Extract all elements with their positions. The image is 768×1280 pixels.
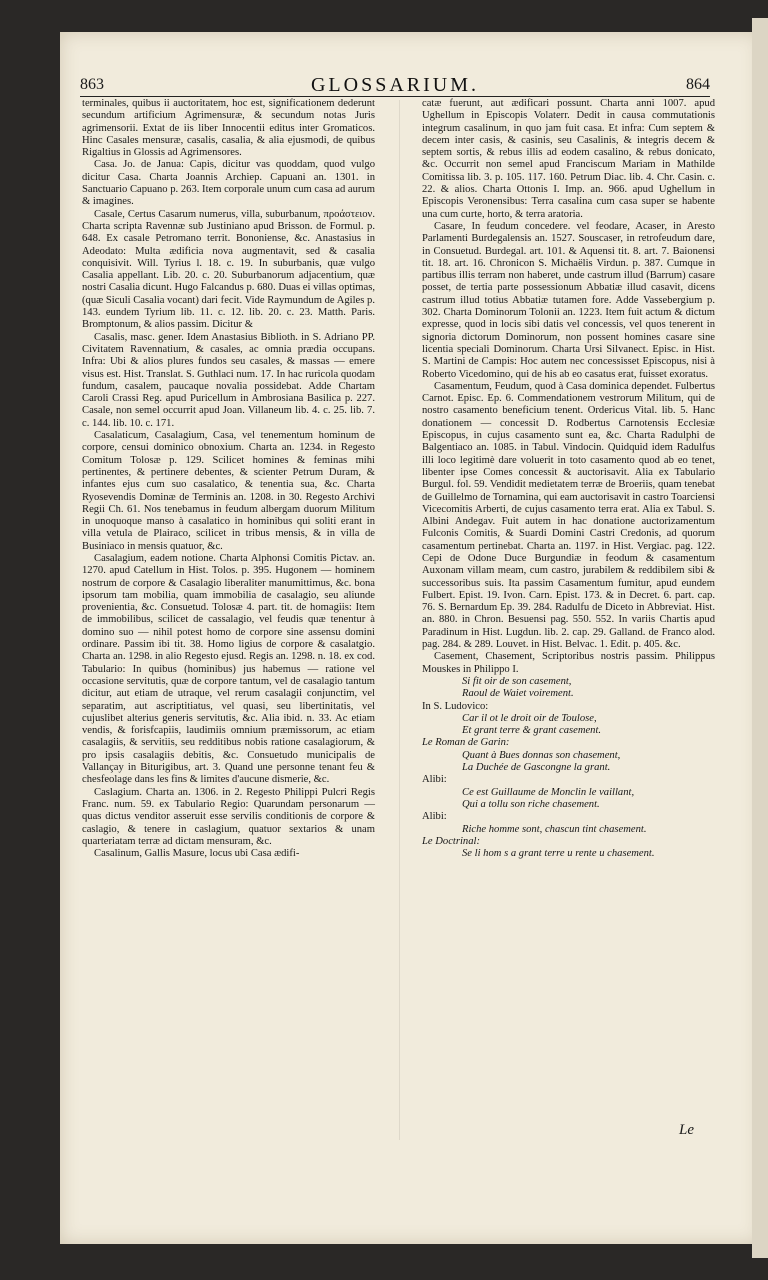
verse-line: Si fit oir de son casement,	[462, 675, 572, 687]
verse-line: Quant à Bues donnas son chasement,	[462, 749, 621, 761]
facing-page-edge	[752, 18, 768, 1258]
paragraph: Casalagium, eadem notione. Charta Alphonsi Comitis Pictav. an. 1270. apud Catellum in Hist. Tolos. p. 395. Hugonem — hominem nostrum de corpore & Casalagio liberaliter manumittimus, &c. bona ipsorum tam mobilia, quam immobilia de casalagio, seu aliunde provenientia, &c. Consuetud. Tolosæ 4. part. tit. de homagiis: Item de immobilibus, scilicet de cassalagio, vel feudis quæ tenentur à domino suo — nihil potest homo de corpore sine assensu domini ordinare. Passim ibi tit. 38. Homo ligius de corpore & casalatgio. Charta an. 1298. in alio Regesto ejusd. Regis an. 1298. n. 18. ex cod. Tabulario: In quibus (hominibus) jus habemus — ratione vel occasione servitutis, quæ de corpore tantum, vel de casalagio tantum dicitur, aut etiam de utraque, vel rerum casalagii conjunctim, vel separatim, aut ascriptitiatus, vel quasi, seu libertinitatis, vel cujuslibet alterius generis servitutis, &c. Alia ibid. n. 33. Ac etiam vendis, & forisfcapiis, laudimiis omnium præmissorum, ac etiam casalagiis, & servitiis, seu redditibus nobis ratione casalagiorum, & pro ipsis casalagiis debitis, &c. Consuetudo municipalis de Vallançay in Biturigibus, art. 3. Quand une personne tenant feu & chesfeolage dans les fins & limites d'aucune dismerie, &c.	[82, 552, 375, 786]
paragraph: Casamentum, Feudum, quod à Casa dominica dependet. Fulbertus Carnot. Episc. Ep. 6. Commendationem vestrorum Militum, qui de nostro casamento beneficium tenent. Ordericus Vital. lib. 5. Hanc donationem — concessit D. Rodbertus Carnotensis Ecclesiæ Episcopus, in cujus casamento sunt ea, &c. Charta Radulphi de Balgentiaco an. 1085. in Tabul. Vindocin. Quidquid idem Radulfus illi loco legitimè dare voluerit in toto casamento quod ab eo tenet, libenter ipse Comes concessit & auctorisavit. Alia ex Tabulario Burgul. fol. 59. Vendidit medietatem terræ de Broeriis, quam tenebat de Guillelmo de Tornamina, qui eam auctorisavit in castro Toarciensi Vicecomitis Arberti, de cujus casamento terra erat. Alia ex Tabul. S. Albini Andegav. Fuit autem in hac donatione auctorizamentum Fulconis Comitis, & Suardi Domini Castri Credonis, ad quorum casamentum pertinebat. Charta an. 1197. in Hist. Vergiac. pag. 122. Cepi de Odone Duce Burgundiæ in feodum & casamentum Auxonam villam meam, cum castro, jurabilem & reddibilem sibi & successoribus suis. Ita passim Casamentum fumitur, apud eundem Fulbert. Epist. 19. Ivon. Carn. Epist. 173. & in Decret. 6. part. cap. 76. S. Bernardum Ep. 39. 284. Radulfu de Diceto in Abbreviat. Hist. an. 880. in Chron. Besuensi pag. 550. 552. In variis Chartis apud Paradinum in Hist. Lugdun. lib. 2. cap. 29. Galland. de Franco alod. pag. 284. & 289. Louvet. in Hist. Belvac. 1. Edit. p. 405. &c.	[422, 380, 715, 651]
paragraph: catæ fuerunt, aut ædificari possunt. Charta anni 1007. apud Ughellum in Episcopis Volaterr. Dedit in causa commutationis integrum casalinum, in quo jam fuit casa. Et infra: Cum septem & decem inter casis, & casinis, seu Casalinis, & integris decem & septem sortis, & rebus illis ad eodem casalino, & rebus donicato, &c. Occurrit non semel apud Franciscum Mariam in Mathilde Comitissa lib. 3. p. 105. 117. 160. Petrum Diac. lib. 4. Chr. Casin. c. 22. & alios. Charta Ottonis I. Imp. an. 966. apud Ughellum in Episcopis Veronensibus: Terra casalina cum casa super se habente una cum curte, horto, & terra aratoria.	[422, 98, 715, 220]
verse-line: Raoul de Waiet voirement.	[462, 688, 574, 700]
verse-line: Se li hom s a grant terre u rente u chasement.	[462, 848, 655, 860]
verse-line: Et grant terre & grant casement.	[462, 725, 602, 737]
paragraph: Casare, In feudum concedere. vel feodare, Acaser, in Aresto Parlamenti Burdegalensis an. 1527. Souscaser, in retrofeudum dare, in Consuetud. Burdegal. art. 101. & Aquensi tit. 8. art. 7. Baionensi tit. 18. art. 16. Chronicon S. Michaëlis Virdun. p. 387. Cumque in partibus illis terram non haberet, unde castrum illud (Barrum) casare posset, de tertia parte possessionum Abbatiæ illud casavit, dicens castrum illud totius Abbatiæ tutamen fore. Adde Vassebergium p. 302. Charta Dominorum Tolonii an. 1223. Item fuit actum & dictum expresse, quod in locis sibi datis vel concessis, vel quos tenerent in signoria dictorum Dominorum, non possent homines casare sine licentia speciali Dominorum. Charta Ursi Silvanect. Episc. in Hist. S. Martini de Campis: Hoc autem nec concessisset Episcopus, nisi à Roberto Vicedomino, qui de his ab eo casatus erat, fuisset exoratus.	[422, 220, 715, 380]
paragraph: Casa. Jo. de Janua: Capis, dicitur vas quoddam, quod vulgo dicitur Casa. Charta Joannis Archiep. Capuani an. 1301. in Sanctuario Capuano p. 263. Item corporale unum cum casa ad aurum & imagines.	[82, 159, 375, 208]
paragraph: Casalis, masc. gener. Idem Anastasius Biblioth. in S. Adriano PP. Civitatem Ravennatium, & casales, ac omnia prædia occupans. Infra: Ubi & alios plures fundos seu casales, & massas — emere visus est. Hist. Translat. S. Guthlaci num. 17. In hac ruricola quodam fundum, casalem, paucaque novalia possidebat. Adde Chartam Caroli Crassi Reg. apud Puricellum in Ambrosiana Basilica p. 227. Casale, non semel occurrit apud Joan. Villaneum lib. 4. c. 25. lib. 7. c. 144. lib. 10. c. 171.	[82, 331, 375, 429]
source-label: Le Roman de Garin:	[422, 737, 510, 749]
column-gutter	[399, 100, 400, 1140]
left-column	[82, 98, 375, 860]
page-number-left: 863	[80, 76, 104, 93]
paragraph: Caslagium. Charta an. 1306. in 2. Regesto Philippi Pulcri Regis Franc. num. 59. ex Tabulario Regio: Quarundam personarum — quas dictus venditor asseruit esse servilis conditionis de corpore & caslagio, & tenere in caslagium, quatuor sextarios & unam quarteriatam terræ ad dictam mensuram, &c.	[82, 786, 375, 847]
page-title: GLOSSARIUM.	[310, 74, 480, 96]
catchword: Le	[679, 1122, 694, 1138]
right-column	[422, 98, 715, 860]
source-label: Le Doctrinal:	[422, 835, 480, 847]
verse-line: Qui a tollu son riche chasement.	[462, 798, 600, 810]
source-label: Alibi:	[422, 774, 447, 786]
verse-line: La Duchée de Gascongne la grant.	[462, 762, 611, 774]
verse-line: Car il ot le droit oir de Toulose,	[462, 712, 597, 724]
verse-line: Riche homme sont, chascun tint chasement.	[462, 823, 647, 835]
paragraph: Casale, Certus Casarum numerus, villa, suburbanum, προάστειον. Charta scripta Ravennæ sub Justiniano apud Brisson. de Formul. p. 648. Ex casale Petromano territ. Bononiense, &c. Anastasius in Adeodato: Multa ædificia nova augmentavit, sed & casalia conquisivit. Will. Tyrius l. 18. c. 19. In suburbanis, quæ vulgo Casalia appellant. Lib. 20. c. 20. Suburbanorum adjacentium, quæ nostri Casalia dicunt. Hugo Falcandus p. 680. Duas ei villas optimas, (quæ Siculi Casalia vocant) dari fecit. Vide Raymundum de Agiles p. 143. eundem Tyrium lib. 11. c. 12. lib. 20. c. 23. Matth. Paris. Bromptonum, & alios passim. Dicitur &	[82, 208, 375, 331]
paragraph: Casalaticum, Casalagium, Casa, vel tenementum hominum de corpore, censui dominico obnoxium. Charta an. 1234. in Regesto Comitum Tolosæ p. 129. Scilicet homines & feminas mihi pertinentes, & pertinere debentes, & scienter Petrum Duram, & infantes ejus cum suo casalatico, & tenentia sua, &c. Charta Ryosevendis Dominæ de Terminis an. 1208. in 30. Regesto Archivi Regii Ch. 61. Nos tenebamus in feudum albergam duorum Militum in unoquoque manso à casalatico in hominibus qui soliti erant in villa vetula de Plairaco, scilicet in tribus mensis, & in villa de Businiaco in mensis quatuor, &c.	[82, 430, 375, 552]
paragraph: Casalinum, Gallis Masure, locus ubi Casa ædifi-	[94, 848, 300, 860]
source-label: Alibi:	[422, 811, 447, 823]
page-number-right: 864	[686, 76, 710, 93]
source-label: In S. Ludovico:	[422, 700, 489, 712]
verse-line: Ce est Guillaume de Monclin le vaillant,	[462, 786, 635, 798]
paragraph: Casement, Chasement, Scriptoribus nostris passim. Philippus Mouskes in Philippo I.	[422, 651, 715, 675]
paragraph: terminales, quibus ii auctoritatem, hoc est, significationem dederunt secundum artificium Agrimensuræ, & secundum notas Juris agrimensorii. Extat de iis liber Innocentii editus inter Gromaticos. Hinc Casales mensuræ, casalis, casalia, & alia ejusmodi, de quibus Rigaltius in Glossis ad Agrimensores.	[82, 98, 375, 159]
running-header	[80, 70, 710, 97]
